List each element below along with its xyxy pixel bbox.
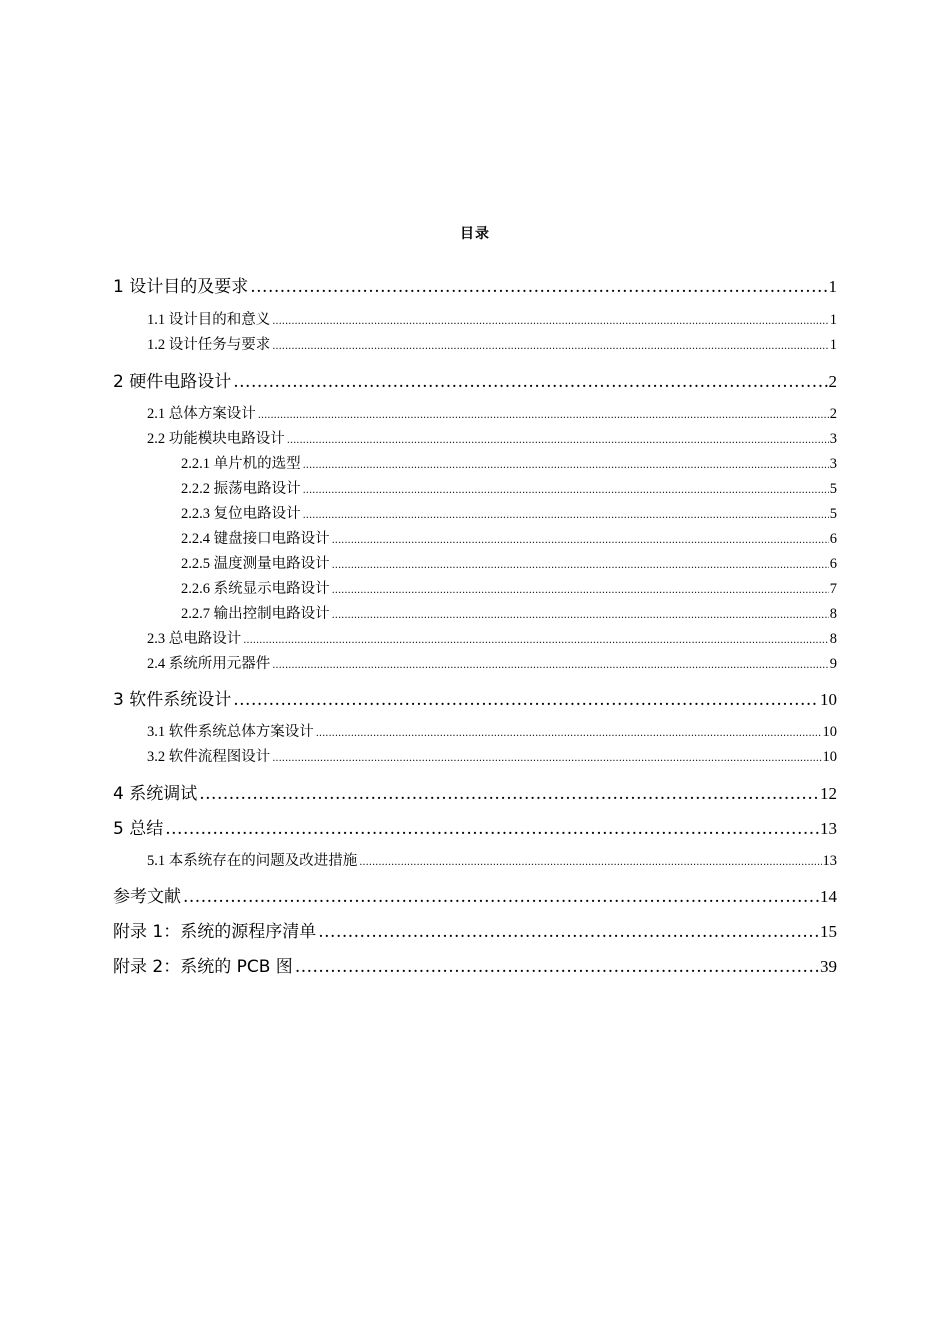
dot-leader [272,316,829,327]
toc-entry-text: 5 总结 [113,819,164,839]
dot-leader [295,957,819,977]
toc-entry[interactable] [147,333,837,353]
toc-page-number: 10 [822,724,837,740]
toc-entry[interactable] [147,745,837,765]
toc-page-number: 3 [829,456,837,472]
dot-leader [199,784,819,804]
toc-entry-text: 2.4 系统所用元器件 [147,656,271,672]
dot-leader [303,485,829,496]
dot-leader [318,922,819,942]
toc-page-number: 10 [822,749,837,765]
toc-entry-text: 2.1 总体方案设计 [147,406,256,422]
toc-entry-text: 5.1 本系统存在的问题及改进措施 [147,853,358,869]
toc-entry[interactable] [113,779,837,804]
dot-leader [243,635,829,646]
toc-page-number: 39 [820,957,837,976]
toc-page-number: 14 [820,887,837,906]
toc-page-number: 3 [829,431,837,447]
toc-entry-text: 1 设计目的及要求 [113,277,249,297]
toc-entry[interactable] [113,952,837,977]
toc-entry-text: 2.2.1 单片机的选型 [181,456,301,472]
toc-page-number: 15 [820,922,837,941]
toc-entry[interactable] [181,502,837,522]
dot-leader [359,857,821,868]
toc-entry-text: 3.1 软件系统总体方案设计 [147,724,314,740]
toc-entry[interactable] [147,849,837,869]
toc-entry[interactable] [113,814,837,839]
dot-leader [332,535,829,546]
toc-page-number: 13 [820,819,837,838]
toc-entry-text: 2.3 总电路设计 [147,631,242,647]
toc-entry-text: 1.1 设计目的和意义 [147,312,271,328]
toc-entry-text: 3 软件系统设计 [113,690,232,710]
toc-entry-text: 2.2.7 输出控制电路设计 [181,606,330,622]
dot-leader [233,372,827,392]
toc-page-number: 7 [829,581,837,597]
toc-entry[interactable] [147,402,837,422]
dot-leader [303,460,829,471]
dot-leader [250,277,827,297]
toc-entry-text: 2 硬件电路设计 [113,372,232,392]
toc-entry-text: 2.2.4 键盘接口电路设计 [181,531,330,547]
toc-page-number: 12 [820,784,837,803]
dot-leader [165,819,819,839]
toc-page-number: 2 [828,372,837,391]
dot-leader [287,435,829,446]
toc-page-number: 10 [820,690,837,709]
dot-leader [332,585,829,596]
toc-entry[interactable] [147,720,837,740]
toc-entry[interactable] [181,477,837,497]
dot-leader [233,690,819,710]
toc-entry-text: 4 系统调试 [113,784,198,804]
toc-page-number: 1 [829,312,837,328]
toc-entry[interactable] [113,367,837,392]
dot-leader [272,753,821,764]
dot-leader [258,410,829,421]
dot-leader [316,728,822,739]
toc-page-number: 5 [829,481,837,497]
toc-title: 目录 [460,226,490,242]
toc-entry-text: 附录 1：系统的源程序清单 [113,922,317,942]
toc-entry[interactable] [181,577,837,597]
toc-entry-text: 1.2 设计任务与要求 [147,337,271,353]
toc-page-number: 9 [829,656,837,672]
toc-page-number: 5 [829,506,837,522]
toc-entry[interactable] [181,602,837,622]
toc-entry-text: 2.2.6 系统显示电路设计 [181,581,330,597]
toc-entry[interactable] [181,452,837,472]
toc-page-number: 8 [829,631,837,647]
toc-entry-text: 2.2.2 振荡电路设计 [181,481,301,497]
toc-page-number: 1 [829,337,837,353]
toc-entry[interactable] [147,427,837,447]
toc-entry-text: 参考文献 [113,887,181,907]
toc-entry-text: 2.2.5 温度测量电路设计 [181,556,330,572]
dot-leader [272,660,829,671]
toc-entry[interactable] [113,882,837,907]
toc-page-number: 6 [829,556,837,572]
toc-entry[interactable] [147,308,837,328]
dot-leader [272,341,829,352]
toc-page-number: 8 [829,606,837,622]
toc-entry-text: 附录 2：系统的 PCB 图 [113,957,293,977]
toc-page-number: 6 [829,531,837,547]
dot-leader [332,610,829,621]
dot-leader [303,510,829,521]
toc-entry[interactable] [113,685,837,710]
dot-leader [183,887,819,907]
toc-page-number: 2 [829,406,837,422]
toc-entry-text: 2.2 功能模块电路设计 [147,431,285,447]
toc-entry-text: 2.2.3 复位电路设计 [181,506,301,522]
toc-entry[interactable] [181,527,837,547]
toc-page-number: 13 [822,853,837,869]
toc-entry[interactable] [181,552,837,572]
toc-page-number: 1 [828,277,837,296]
toc-entry-text: 3.2 软件流程图设计 [147,749,271,765]
toc-entry[interactable] [113,917,837,942]
toc-entry[interactable] [147,627,837,647]
toc-entry[interactable] [113,272,837,297]
dot-leader [332,560,829,571]
toc-entry[interactable] [147,652,837,672]
